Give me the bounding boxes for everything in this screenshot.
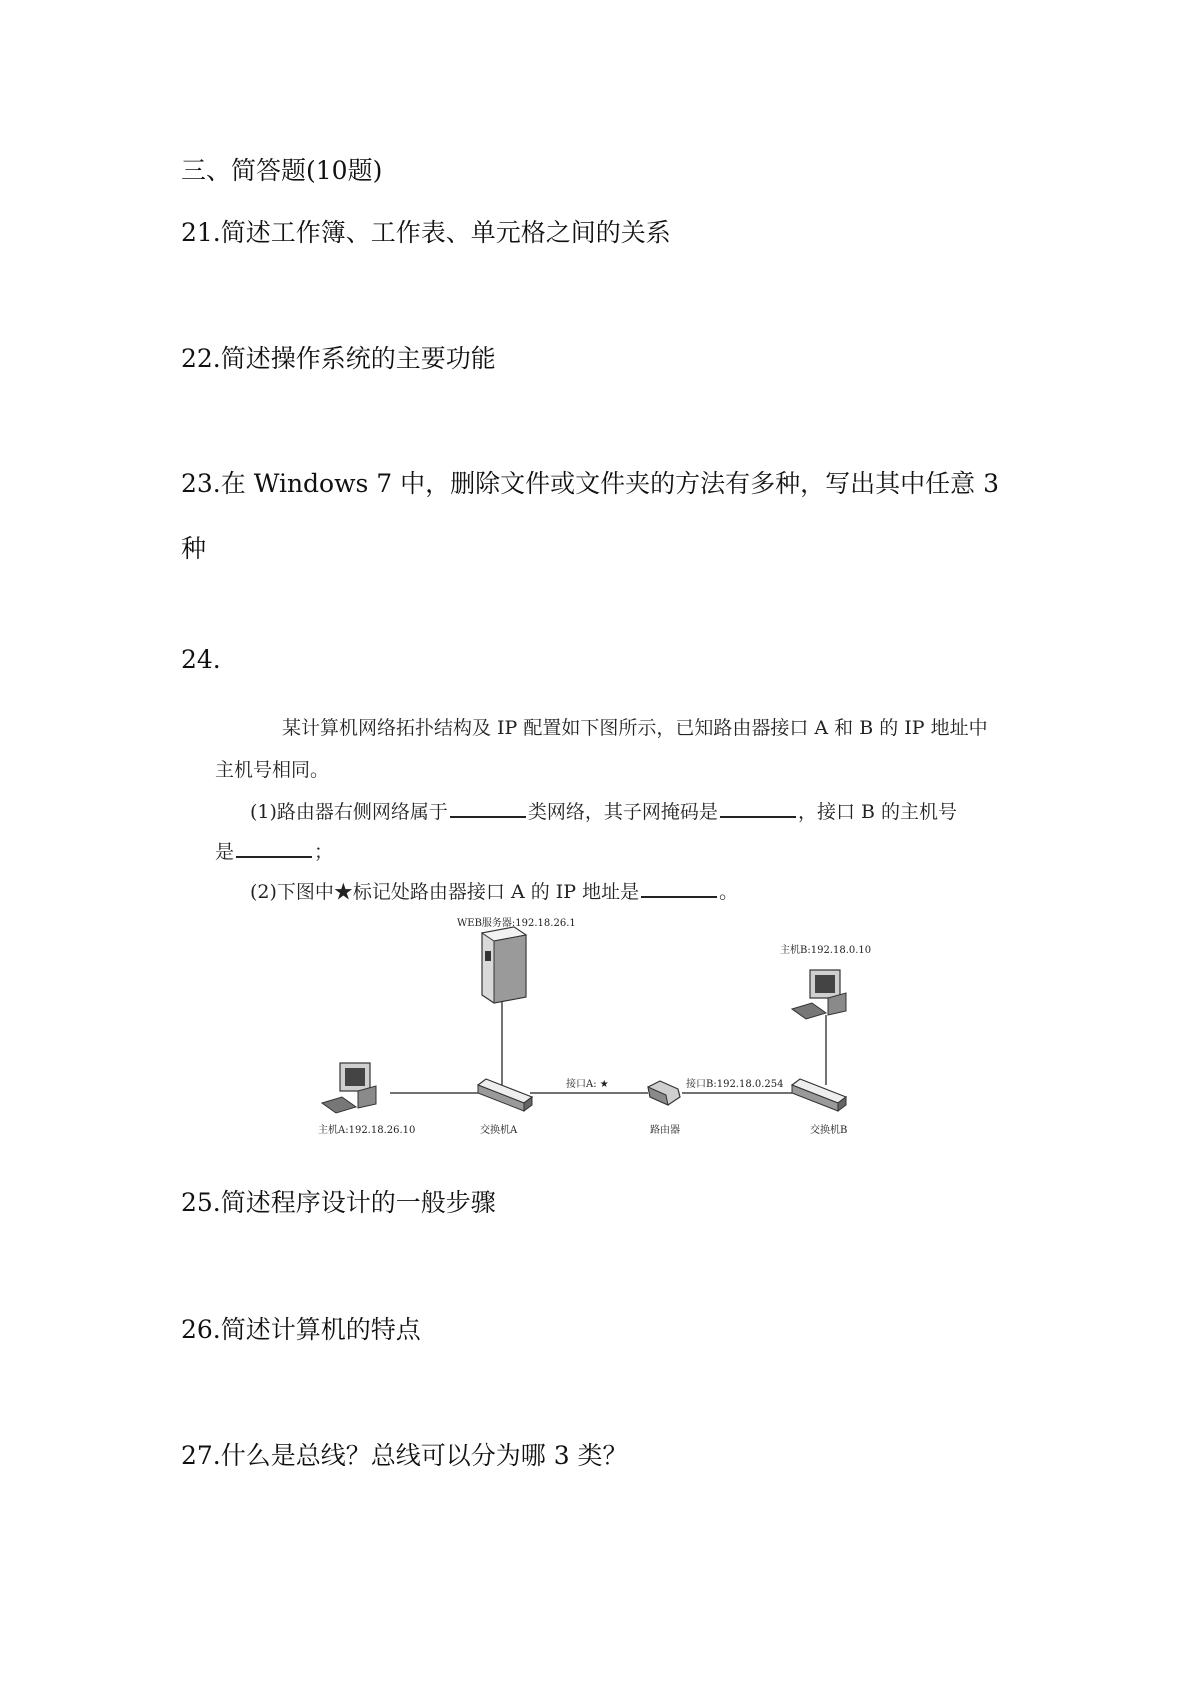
question-21: 21.简述工作簿、工作表、单元格之间的关系	[181, 218, 671, 247]
question-24: 24.	[181, 645, 221, 674]
q1-part3: ，接口 B 的主机号	[797, 801, 957, 823]
figure-intro-line1: 某计算机网络拓扑结构及 IP 配置如下图所示，已知路由器接口 A 和 B 的 IP 地址中	[282, 717, 988, 739]
network-diagram	[318, 915, 890, 1140]
answer-blank	[720, 798, 796, 818]
q2-part2: 。	[719, 881, 739, 903]
q2-part1: (2)下图中★标记处路由器接口 A 的 IP 地址是	[250, 881, 640, 903]
figure-intro-line2: 主机号相同。	[215, 759, 330, 781]
web-server-icon	[482, 927, 526, 1003]
figure-question-1-line2	[215, 838, 333, 864]
switch-b-label: 交换机B	[810, 1125, 848, 1136]
question-23-line2: 种	[181, 534, 207, 563]
switch-a-icon	[478, 1079, 532, 1111]
q1-line2-a: 是	[215, 841, 235, 863]
host-a-icon	[322, 1063, 376, 1113]
host-a-label: 主机A:192.18.26.10	[318, 1125, 416, 1136]
q1-part2: 类网络，其子网掩码是	[527, 801, 718, 823]
switch-a-label: 交换机A	[480, 1125, 518, 1136]
q1-line2-b: ；	[314, 841, 334, 863]
web-server-label: WEB服务器:192.18.26.1	[457, 918, 576, 929]
figure-question-1	[250, 798, 957, 824]
section-title: 三、简答题(10题)	[181, 156, 383, 185]
question-26: 26.简述计算机的特点	[181, 1315, 421, 1344]
question-27: 27.什么是总线？总线可以分为哪 3 类？	[181, 1441, 628, 1470]
switch-b-icon	[792, 1079, 846, 1111]
question-25: 25.简述程序设计的一般步骤	[181, 1188, 496, 1217]
host-b-icon	[792, 970, 846, 1019]
router-icon	[648, 1081, 680, 1105]
question-23-line1: 23.在 Windows 7 中，删除文件或文件夹的方法有多种，写出其中任意 3	[181, 469, 999, 498]
interface-b-label: 接口B:192.18.0.254	[686, 1079, 784, 1090]
answer-blank	[450, 798, 526, 818]
q1-part1: (1)路由器右侧网络属于	[250, 801, 448, 823]
answer-blank	[236, 838, 312, 858]
router-label: 路由器	[650, 1125, 680, 1136]
answer-blank	[641, 878, 717, 898]
question-22: 22.简述操作系统的主要功能	[181, 344, 496, 373]
interface-a-label: 接口A: ★	[566, 1079, 609, 1090]
host-b-label: 主机B:192.18.0.10	[780, 945, 872, 956]
figure-question-2	[250, 878, 738, 904]
